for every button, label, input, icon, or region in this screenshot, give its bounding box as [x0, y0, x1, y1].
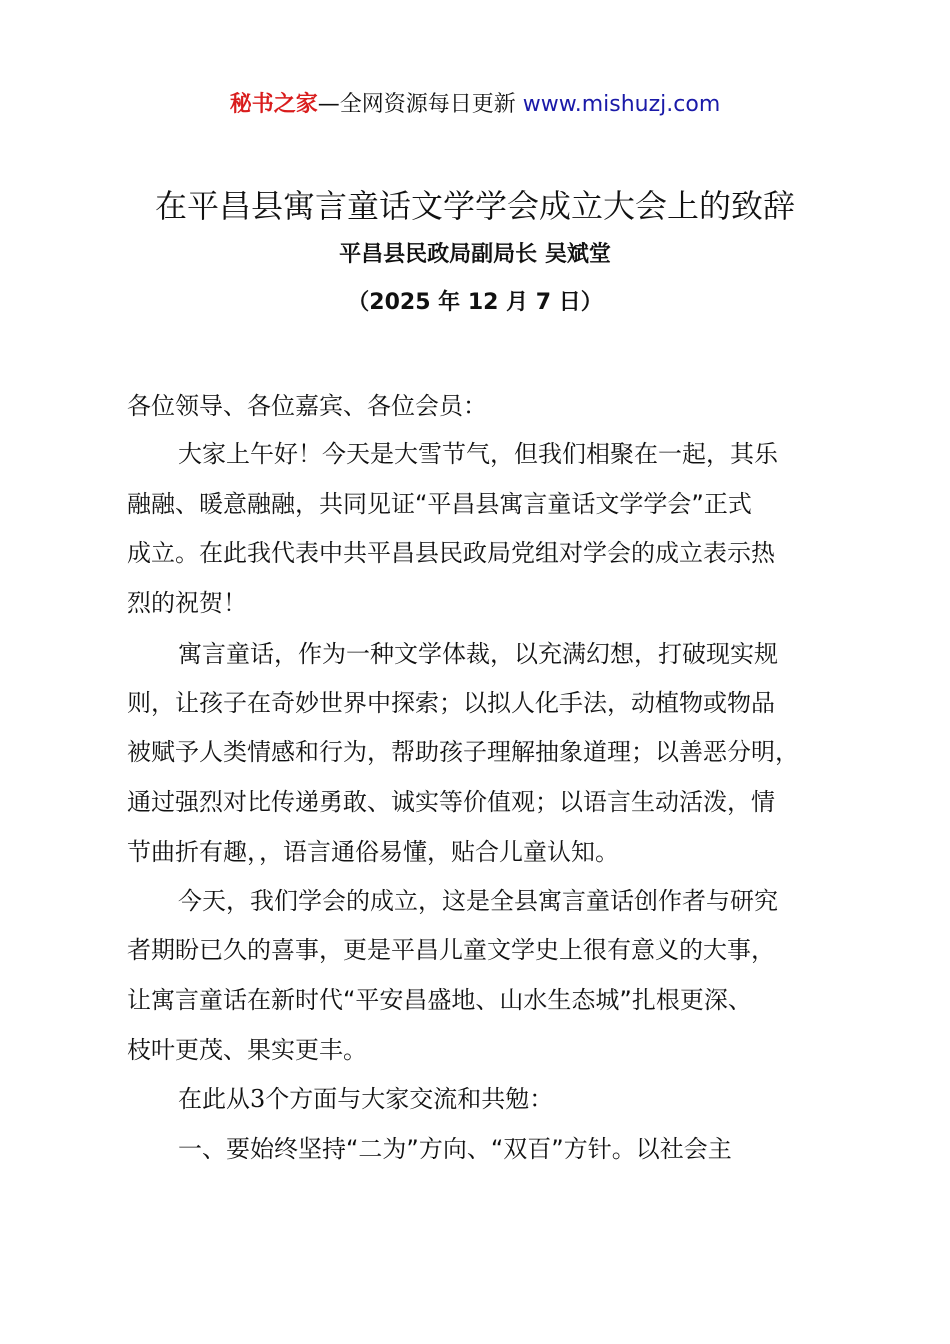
- document-date: （2025 年 12 月 7 日）: [347, 290, 603, 315]
- salutation: 各位领导、各位嘉宾、各位会员：: [127, 392, 487, 420]
- paragraph-line: 成立。在此我代表中共平昌县民政局党组对学会的成立表示热: [127, 539, 775, 567]
- paragraph-line: 一、要始终坚持“二为”方向、“双百”方针。以社会主: [178, 1135, 732, 1163]
- paragraph-line: [178, 1081, 553, 1117]
- line-number: 3: [250, 1085, 266, 1113]
- site-tagline: —全网资源每日更新: [317, 92, 523, 117]
- paragraph-line: 枝叶更茂、果实更丰。: [127, 1036, 367, 1064]
- paragraph-line: 则，让孩子在奇妙世界中探索；以拟人化手法，动植物或物品: [127, 689, 775, 717]
- document-author: 平昌县民政局副局长 吴斌堂: [339, 242, 611, 267]
- line-text: 在此从: [178, 1085, 250, 1113]
- line-text: 个方面与大家交流和共勉：: [265, 1085, 554, 1113]
- paragraph-line: 融融、暖意融融，共同见证“平昌县寓言童话文学学会”正式: [127, 490, 752, 518]
- document-title: 在平昌县寓言童话文学学会成立大会上的致辞: [154, 187, 795, 225]
- paragraph-line: 被赋予人类情感和行为，帮助孩子理解抽象道理；以善恶分明，: [127, 738, 799, 766]
- site-header-banner: [0, 88, 950, 122]
- paragraph-line: 节曲折有趣，，语言通俗易懂，贴合儿童认知。: [127, 838, 619, 866]
- paragraph-line: 者期盼已久的喜事，更是平昌儿童文学史上很有意义的大事，: [127, 936, 775, 964]
- paragraph-line: 通过强烈对比传递勇敢、诚实等价值观；以语言生动活泼，情: [127, 788, 775, 816]
- site-brand: 秘书之家: [229, 92, 318, 117]
- paragraph-line: 烈的祝贺！: [127, 589, 247, 617]
- paragraph-line: 让寓言童话在新时代“平安昌盛地、山水生态城”扎根更深、: [127, 986, 752, 1014]
- site-url-link[interactable]: www.mishuzj.com: [522, 92, 721, 117]
- paragraph-line: 今天，我们学会的成立，这是全县寓言童话创作者与研究: [178, 887, 778, 915]
- paragraph-line: 寓言童话，作为一种文学体裁，以充满幻想，打破现实规: [178, 640, 778, 668]
- paragraph-line: 大家上午好！今天是大雪节气，但我们相聚在一起，其乐: [178, 440, 778, 468]
